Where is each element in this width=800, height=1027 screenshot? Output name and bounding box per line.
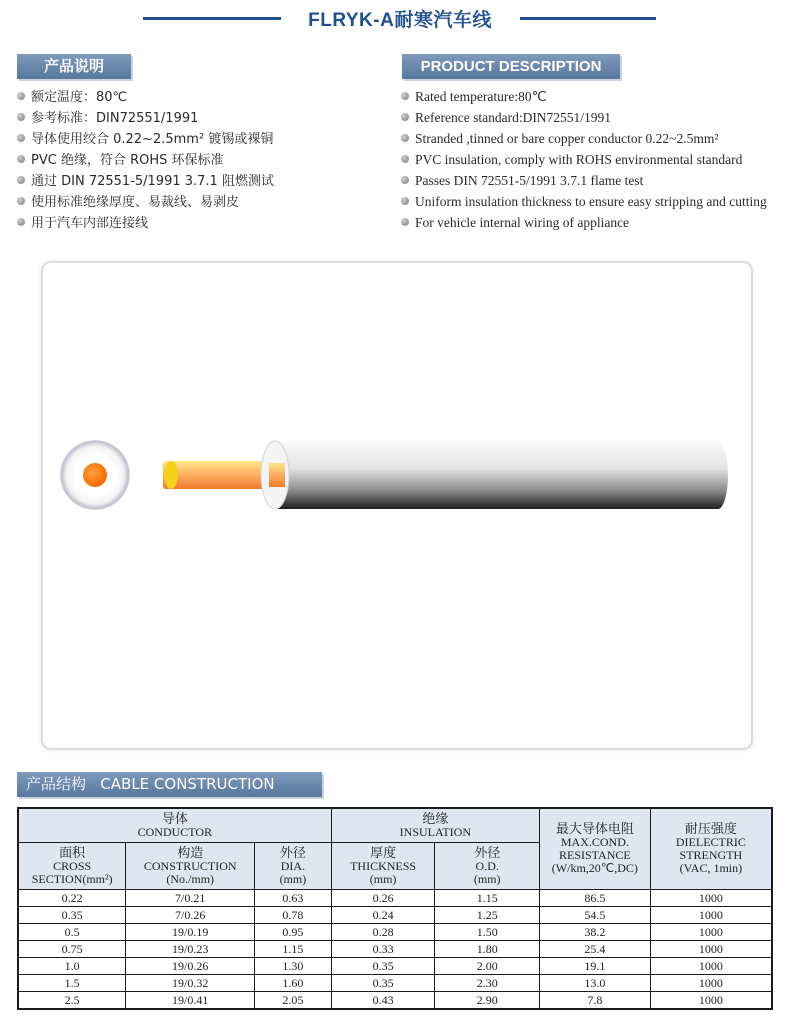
table-cell: 1.15 bbox=[255, 941, 332, 958]
area-col-header: 面积 CROSS SECTION(mm²) bbox=[18, 843, 126, 890]
page-header bbox=[0, 0, 800, 34]
description-text: 额定温度：80℃ bbox=[31, 90, 128, 105]
cable-illustration bbox=[43, 263, 751, 748]
table-cell: 19.1 bbox=[539, 958, 650, 975]
table-cell: 7/0.21 bbox=[126, 890, 255, 907]
bullet-icon bbox=[17, 197, 25, 205]
description-item bbox=[401, 86, 767, 107]
bullet-icon bbox=[401, 197, 409, 205]
description-item bbox=[401, 212, 767, 233]
description-item bbox=[17, 191, 274, 212]
description-item bbox=[401, 170, 767, 191]
insulation-jacket bbox=[275, 441, 728, 509]
bullet-icon bbox=[17, 134, 25, 142]
table-cell: 0.22 bbox=[18, 890, 126, 907]
description-item bbox=[17, 107, 274, 128]
table-row bbox=[18, 975, 772, 992]
bullet-icon bbox=[401, 134, 409, 142]
table-cell: 1000 bbox=[650, 907, 772, 924]
bullet-icon bbox=[401, 218, 409, 226]
table-cell: 0.78 bbox=[255, 907, 332, 924]
specification-table-body bbox=[18, 890, 772, 1010]
table-cell: 1000 bbox=[650, 890, 772, 907]
description-item bbox=[17, 128, 274, 149]
table-cell: 1000 bbox=[650, 924, 772, 941]
table-cell: 1.25 bbox=[435, 907, 539, 924]
description-text: PVC insulation, comply with ROHS environmental standard bbox=[415, 152, 743, 167]
dielectric-header: 耐压强度 DIELECTRIC STRENGTH (VAC, 1min) bbox=[650, 808, 772, 890]
table-cell: 2.05 bbox=[255, 992, 332, 1010]
table-cell: 1000 bbox=[650, 975, 772, 992]
table-row bbox=[18, 941, 772, 958]
table-cell: 1.50 bbox=[435, 924, 539, 941]
table-cell: 54.5 bbox=[539, 907, 650, 924]
table-cell: 1.30 bbox=[255, 958, 332, 975]
cable-construction-tab: 产品结构 CABLE CONSTRUCTION bbox=[17, 772, 322, 797]
en-description-list bbox=[401, 86, 767, 233]
description-item bbox=[17, 212, 274, 233]
table-cell: 19/0.19 bbox=[126, 924, 255, 941]
bullet-icon bbox=[17, 176, 25, 184]
table-cell: 2.30 bbox=[435, 975, 539, 992]
table-cell: 0.75 bbox=[18, 941, 126, 958]
description-text: Passes DIN 72551-5/1991 3.7.1 flame test bbox=[415, 173, 644, 188]
description-text: For vehicle internal wiring of appliance bbox=[415, 215, 630, 230]
description-text: 导体使用绞合 0.22~2.5mm² 镀锡或裸铜 bbox=[31, 132, 274, 147]
table-row bbox=[18, 992, 772, 1010]
table-cell: 19/0.41 bbox=[126, 992, 255, 1010]
table-row bbox=[18, 890, 772, 907]
description-item bbox=[17, 149, 274, 170]
description-item bbox=[17, 86, 274, 107]
table-cell: 38.2 bbox=[539, 924, 650, 941]
cross-section-core bbox=[83, 463, 107, 487]
specification-table bbox=[17, 807, 773, 1010]
table-cell: 7.8 bbox=[539, 992, 650, 1010]
description-text: 使用标准绝缘厚度、易裁线、易剥皮 bbox=[31, 195, 240, 210]
table-cell: 0.43 bbox=[331, 992, 435, 1010]
description-text: Stranded ,tinned or bare copper conductor 0.22~2.5mm² bbox=[415, 131, 719, 146]
bullet-icon bbox=[401, 92, 409, 100]
table-cell: 13.0 bbox=[539, 975, 650, 992]
table-cell: 1000 bbox=[650, 941, 772, 958]
page-title: FLRYK-A耐寒汽车线 bbox=[0, 5, 800, 32]
table-cell: 1.15 bbox=[435, 890, 539, 907]
table-cell: 2.00 bbox=[435, 958, 539, 975]
description-text: Uniform insulation thickness to ensure easy stripping and cutting bbox=[415, 194, 767, 209]
table-cell: 2.90 bbox=[435, 992, 539, 1010]
description-text: Rated temperature:80℃ bbox=[415, 89, 547, 104]
thickness-col-header: 厚度 THICKNESS (mm) bbox=[331, 843, 435, 890]
description-text: 通过 DIN 72551-5/1991 3.7.1 阻燃测试 bbox=[31, 174, 274, 189]
table-cell: 1000 bbox=[650, 958, 772, 975]
description-text: Reference standard:DIN72551/1991 bbox=[415, 110, 612, 125]
od-col-header: 外径 O.D. (mm) bbox=[435, 843, 539, 890]
cn-description-list bbox=[17, 86, 274, 233]
bullet-icon bbox=[17, 113, 25, 121]
description-text: 用于汽车内部连接线 bbox=[31, 216, 149, 231]
table-cell: 1.0 bbox=[18, 958, 126, 975]
bullet-icon bbox=[401, 176, 409, 184]
description-item bbox=[17, 170, 274, 191]
description-text: 参考标准：DIN72551/1991 bbox=[31, 111, 199, 126]
description-item bbox=[401, 128, 767, 149]
table-cell: 0.33 bbox=[331, 941, 435, 958]
table-cell: 0.63 bbox=[255, 890, 332, 907]
resistance-header: 最大导体电阻 MAX.COND. RESISTANCE (W/km,20℃,DC) bbox=[539, 808, 650, 890]
conductor-group-header: 导体 CONDUCTOR bbox=[18, 808, 331, 843]
table-cell: 0.35 bbox=[18, 907, 126, 924]
table-cell: 0.24 bbox=[331, 907, 435, 924]
dia-col-header: 外径 DIA. (mm) bbox=[255, 843, 332, 890]
table-cell: 86.5 bbox=[539, 890, 650, 907]
table-cell: 7/0.26 bbox=[126, 907, 255, 924]
bullet-icon bbox=[17, 155, 25, 163]
table-cell: 19/0.23 bbox=[126, 941, 255, 958]
table-cell: 1.80 bbox=[435, 941, 539, 958]
bullet-icon bbox=[17, 92, 25, 100]
table-row bbox=[18, 924, 772, 941]
table-cell: 0.35 bbox=[331, 975, 435, 992]
table-cell: 1.60 bbox=[255, 975, 332, 992]
table-cell: 0.26 bbox=[331, 890, 435, 907]
product-image-frame bbox=[41, 261, 753, 750]
table-cell: 0.35 bbox=[331, 958, 435, 975]
bullet-icon bbox=[401, 113, 409, 121]
description-item bbox=[401, 107, 767, 128]
insulation-group-header: 绝缘 INSULATION bbox=[331, 808, 539, 843]
table-row bbox=[18, 958, 772, 975]
construction-col-header: 构造 CONSTRUCTION (No./mm) bbox=[126, 843, 255, 890]
table-cell: 1.5 bbox=[18, 975, 126, 992]
table-cell: 0.5 bbox=[18, 924, 126, 941]
en-description-tab: PRODUCT DESCRIPTION bbox=[402, 54, 620, 79]
table-cell: 1000 bbox=[650, 992, 772, 1010]
table-cell: 0.28 bbox=[331, 924, 435, 941]
table-cell: 0.95 bbox=[255, 924, 332, 941]
table-cell: 19/0.26 bbox=[126, 958, 255, 975]
description-item bbox=[401, 191, 767, 212]
table-row bbox=[18, 907, 772, 924]
table-cell: 2.5 bbox=[18, 992, 126, 1010]
bullet-icon bbox=[401, 155, 409, 163]
cn-description-tab: 产品说明 bbox=[17, 54, 131, 79]
bullet-icon bbox=[17, 218, 25, 226]
description-item bbox=[401, 149, 767, 170]
table-cell: 19/0.32 bbox=[126, 975, 255, 992]
table-cell: 25.4 bbox=[539, 941, 650, 958]
description-text: PVC 绝缘，符合 ROHS 环保标准 bbox=[31, 153, 224, 168]
